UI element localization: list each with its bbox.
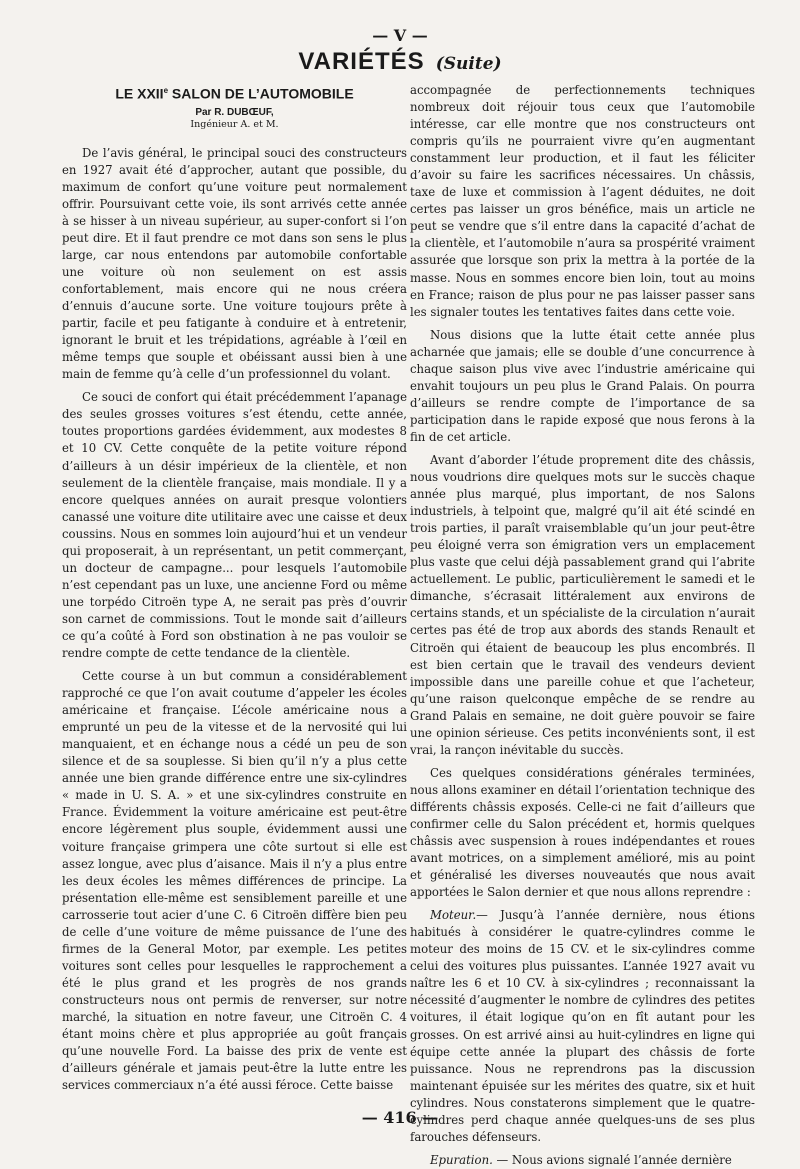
article-title: LE XXIIe SALON DE L’AUTOMOBILE [115, 85, 354, 102]
byline: Par R. DUBŒUF, [195, 106, 274, 118]
moteur-label: Moteur. [430, 908, 477, 923]
epuration-label: Epuration. [430, 1152, 493, 1167]
right-column [410, 82, 755, 1169]
epuration-paragraph [410, 1152, 755, 1169]
folio: — V — [372, 26, 428, 45]
author-role: Ingénieur A. et M. [190, 118, 279, 130]
paragraph: Cette course à un but commun a considérablement rapproché ce que l’on avait coutume d’appeler les écoles américaine et française. L’école américaine nous a emprunté un peu de la vitesse et de la nervosité qui lui manquaient, et en échange nous a cédé un peu de son silence et de sa souplesse. Si bien qu’il n’y a plus cette année une bien grande différence entre une six-cylindres « made in U. S. A. » et une six-cylindres construite en France. Évidemment la voiture américaine est peut-être encore légèrement plus souple, évidemment aussi une voiture française grimpera une côte surtout si elle est assez longue, avec plus d’aisance. Mais il n’y a plus entre les deux écoles les mêmes différences de principe. La présentation elle-même est sensiblement pareille et une carrosserie tout acier d’une C. 6 Citroën diffère bien peu de celle d’une voiture de même puissance de l’une des firmes de la General Motor, par exemple. Les petites voitures sont celles pour lesquelles le rapprochement a été le plus grand et les progrès de nos grands constructeurs nous ont permis de renverser, sur notre marché, la situation en notre faveur, une Citroën C. 4 étant moins chère et plus appropriée au goût français qu’une nouvelle Ford. La baisse des prix de vente est d’ailleurs générale et jamais peut-être la lutte entre les services commerciaux n’a été aussi féroce. Cette baisse [62, 669, 407, 1093]
moteur-text: — Jusqu’à l’année dernière, nous étions habitués à considérer le quatre-cylindres comme le moteur des moins de 15 CV. et le six-cylindres comme celui des voitures plus puissantes. L’année 1927 avait vu naître les 6 et 10 CV. à six-cylindres ; reconnaissant la nécessité d’augmenter le nombre de cylindres des petites voitures, il était logique qu’on en fît autant pour les grosses. On est arrivé ainsi au huit-cylindres en ligne qui équipe cette année la plupart des châssis de forte puissance. Nous ne reprendrons pas la discussion maintenant épuisée sur les mérites des quatre, six et huit cylindres. Nous constaterons simplement que le quatre-cylindres perd chaque année quelques-uns de ses plus farouches défenseurs. [410, 908, 755, 1144]
page-number: — 416 — [361, 1108, 439, 1127]
epuration-text: — Nous avions signalé l’année dernière [496, 1152, 732, 1167]
left-column [62, 82, 407, 1094]
section-title-text: VARIÉTÉS [298, 48, 425, 75]
paragraph: De l’avis général, le principal souci des constructeurs en 1927 avait été d’approcher, autant que possible, du maximum de confort qu’une voiture peut normalement offrir. Poursuivant cette voie, ils sont arrivés cette année à se hisser à un niveau supérieur, au super-confort si l’on peut dire. Et il faut prendre ce mot dans son sens le plus large, car nous entendons par automobile confortable une voiture où non seulement on est assis confortablement, mais encore qui ne nous créera d’ennuis d’aucune sorte. Une voiture toujours prête à partir, facile et peu fatigante à conduire et à entretenir, ignorant le bruit et les trépidations, agréable à l’œil en même temps que souple et obéissant aussi bien à une main de femme qu’à celle d’un professionnel du volant. [62, 145, 407, 382]
paragraph-continuation: accompagnée de perfectionnements techniques nombreux doit réjouir tous ceux que l’automobile intéresse, car elle montre que nos constructeurs ont compris qu’ils ne pourraient vivre qu’en augmentant constamment leur production, et il faut les féliciter d’avoir su faire les sacrifices nécessaires. Un châssis, taxe de luxe et commission à l’agent déduites, ne doit certes pas laisser un gros bénéfice, mais un article ne peut se vendre que s’il entre dans la capacité d’achat de la clientèle, et l’automobile n’aura sa prospérité vraiment assurée que lorsque son prix la mettra à la portée de la masse. Nous en sommes encore bien loin, tout au moins en France; raison de plus pour ne pas laisser passer sans les signaler toutes les tentatives faites dans cette voie. [410, 83, 755, 319]
section-title [0, 48, 800, 76]
paragraph: Avant d’aborder l’étude proprement dite des châssis, nous voudrions dire quelques mots sur le succès chaque année plus marqué, plus important, de nos Salons industriels, à telpoint que, malgré qu’il ait été scindé en trois parties, il paraît vraisemblable qu’un jour peut-être peu éloigné verra son émigration vers un emplacement plus vaste que celui déjà passablement grand qui l’abrite actuellement. Le public, particulièrement le samedi et le dimanche, s’écrasait littéralement aux environs de certains stands, et un spécialiste de la circulation n’aurait certes pas été de trop aux abords des stands Renault et Citroën qui étaient de beaucoup les plus encombrés. Il est bien certain que le travail des vendeurs devient impossible dans une pareille cohue et que l’acheteur, qu’une raison quelconque empêche de se rendre au Grand Palais en semaine, ne doit guère pouvoir se faire une opinion sérieuse. Ces petits inconvénients sont, il est vrai, la rançon inévitable du succès. [410, 452, 755, 757]
paragraph: Ces quelques considérations générales terminées, nous allons examiner en détail l’orientation technique des différents châssis exposés. Celle-ci ne fait d’ailleurs que confirmer celle du Salon précédent et, hormis quelques châssis avec suspension à roues indépendantes et roues avant motrices, on a simplement amélioré, mis au point et généralisé les diverses nouveautés que nous avait apportées le Salon dernier et que nous allons reprendre : [410, 765, 755, 900]
section-title-suffix: (Suite) [435, 54, 502, 74]
paragraph: Nous disions que la lutte était cette année plus acharnée que jamais; elle se double d’une concurrence à chaque saison plus vive avec l’industrie américaine qui envahit toujours un peu plus le Grand Palais. On pourra d’ailleurs se rendre compte de l’importance de sa participation dans le rapide exposé que nous ferons à la fin de cet article. [410, 327, 755, 444]
paragraph: Ce souci de confort qui était précédemment l’apanage des seules grosses voitures s’est étendu, cette année, toutes proportions gardées évidemment, aux modestes 8 et 10 CV. Cette conquête de la petite voiture répond d’ailleurs à un désir impérieux de la clientèle, et non seulement de la clientèle française, mais mondiale. Il y a encore quelques années on aurait presque volontiers canassé une voiture dite utilitaire avec une caisse et deux coussins. Nous en sommes loin aujourd’hui et un vendeur qui proposerait, à un représentant, un petit commerçant, un docteur de campagne... pour lesquels l’automobile n’est cependant pas un luxe, une ancienne Ford ou même une torpédo Citroën type A, ne serait pas près d’ouvrir son carnet de commissions. Tout le monde sait d’ailleurs ce qu’a coûté à Ford son obstination à ne pas vouloir se rendre compte de cette tendance de la clientèle. [62, 390, 407, 661]
